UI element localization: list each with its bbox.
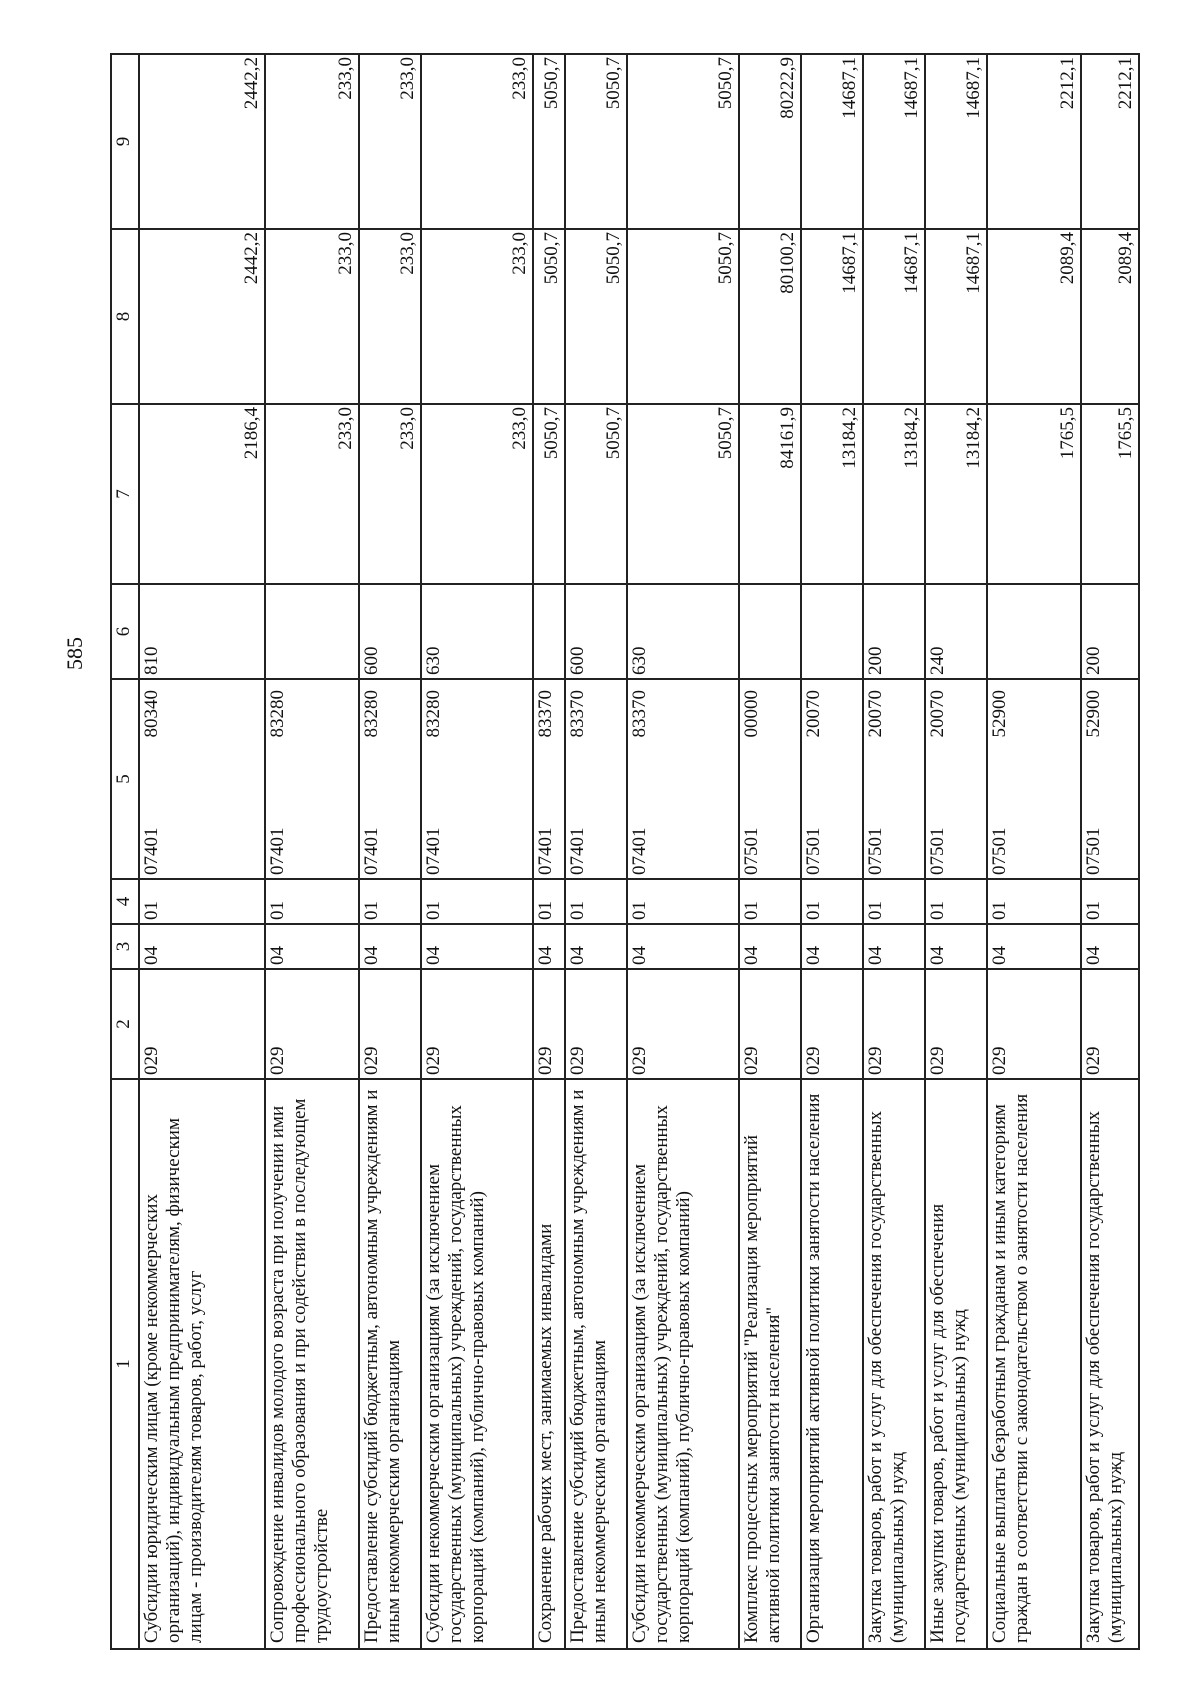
row-value-cell: 5050,7 [565, 404, 627, 584]
row-subsection-cell: 01 [533, 879, 565, 924]
target-article-code [865, 684, 887, 875]
row-value-cell: 2442,2 [139, 229, 265, 404]
program-code: 07401 [567, 827, 588, 875]
row-section-cell: 04 [1081, 924, 1139, 969]
row-name-cell: Организация мероприятий активной политики занятости населения [801, 1079, 863, 1649]
row-target-article-cell [359, 679, 421, 879]
table-row [139, 54, 265, 1649]
target-article-code [567, 684, 589, 875]
row-section-cell: 04 [533, 924, 565, 969]
header-cell: 4 [111, 879, 139, 924]
direction-code: 20070 [927, 690, 948, 738]
row-value-cell: 233,0 [359, 229, 421, 404]
row-target-article-cell [739, 679, 801, 879]
program-code: 07401 [267, 827, 288, 875]
row-value-cell: 233,0 [265, 229, 359, 404]
row-name-cell: Сопровождение инвалидов молодого возраста при получении ими профессионального образования и при содействии в последующем трудоустройстве [265, 1079, 359, 1649]
table-row [801, 54, 863, 1649]
header-row [111, 54, 139, 1649]
direction-code: 83280 [361, 690, 382, 738]
row-value-cell: 13184,2 [925, 404, 987, 584]
header-cell: 9 [111, 54, 139, 229]
program-code: 07401 [423, 827, 444, 875]
program-code: 07401 [535, 827, 556, 875]
direction-code: 83370 [629, 690, 650, 738]
row-expense-type-cell [739, 584, 801, 679]
row-section-cell: 04 [801, 924, 863, 969]
row-value-cell: 5050,7 [627, 54, 739, 229]
row-expense-type-cell: 200 [863, 584, 925, 679]
row-expense-type-cell: 200 [1081, 584, 1139, 679]
row-value-cell: 233,0 [359, 54, 421, 229]
target-article-code [141, 684, 163, 875]
row-value-cell: 2186,4 [139, 404, 265, 584]
row-value-cell: 233,0 [265, 54, 359, 229]
row-value-cell: 13184,2 [801, 404, 863, 584]
program-code: 07501 [989, 827, 1010, 875]
target-article-code [803, 684, 825, 875]
row-value-cell: 14687,1 [863, 54, 925, 229]
row-subsection-cell: 01 [359, 879, 421, 924]
row-value-cell: 5050,7 [565, 229, 627, 404]
row-expense-type-cell: 630 [627, 584, 739, 679]
program-code: 07501 [803, 827, 824, 875]
row-section-cell: 04 [863, 924, 925, 969]
direction-code: 83370 [567, 690, 588, 738]
rotated-sheet [62, 55, 1136, 1650]
row-value-cell: 233,0 [421, 404, 533, 584]
row-value-cell: 14687,1 [863, 229, 925, 404]
program-code: 07501 [865, 827, 886, 875]
row-subsection-cell: 01 [801, 879, 863, 924]
row-target-article-cell [565, 679, 627, 879]
row-code-cell: 029 [801, 969, 863, 1079]
program-code: 07501 [927, 827, 948, 875]
table-row [739, 54, 801, 1649]
row-value-cell: 5050,7 [627, 229, 739, 404]
program-code: 07401 [629, 827, 650, 875]
header-cell: 8 [111, 229, 139, 404]
row-section-cell: 04 [739, 924, 801, 969]
row-name-cell: Закупка товаров, работ и услуг для обеспечения государственных (муниципальных) нужд [1081, 1079, 1139, 1649]
direction-code: 00000 [741, 690, 762, 738]
row-section-cell: 04 [925, 924, 987, 969]
row-subsection-cell: 01 [139, 879, 265, 924]
row-target-article-cell [801, 679, 863, 879]
row-expense-type-cell [533, 584, 565, 679]
row-target-article-cell [627, 679, 739, 879]
row-value-cell: 5050,7 [533, 229, 565, 404]
row-subsection-cell: 01 [863, 879, 925, 924]
row-subsection-cell: 01 [627, 879, 739, 924]
row-section-cell: 04 [421, 924, 533, 969]
program-code: 07501 [1083, 827, 1104, 875]
row-value-cell: 2212,1 [987, 54, 1081, 229]
row-value-cell: 14687,1 [925, 229, 987, 404]
row-target-article-cell [987, 679, 1081, 879]
row-value-cell: 84161,9 [739, 404, 801, 584]
header-cell: 5 [111, 679, 139, 879]
row-target-article-cell [265, 679, 359, 879]
row-expense-type-cell [987, 584, 1081, 679]
row-code-cell: 029 [925, 969, 987, 1079]
row-value-cell: 2212,1 [1081, 54, 1139, 229]
row-subsection-cell: 01 [1081, 879, 1139, 924]
program-code: 07401 [361, 827, 382, 875]
row-value-cell: 14687,1 [925, 54, 987, 229]
budget-table [110, 53, 1140, 1650]
row-expense-type-cell: 600 [565, 584, 627, 679]
target-article-code [423, 684, 445, 875]
row-code-cell: 029 [421, 969, 533, 1079]
row-code-cell: 029 [1081, 969, 1139, 1079]
row-value-cell: 5050,7 [565, 54, 627, 229]
row-target-article-cell [139, 679, 265, 879]
direction-code: 20070 [803, 690, 824, 738]
row-expense-type-cell: 810 [139, 584, 265, 679]
row-value-cell: 5050,7 [533, 404, 565, 584]
row-code-cell: 029 [739, 969, 801, 1079]
direction-code: 52900 [989, 690, 1010, 738]
row-value-cell: 5050,7 [533, 54, 565, 229]
row-section-cell: 04 [627, 924, 739, 969]
row-subsection-cell: 01 [925, 879, 987, 924]
table-row [1081, 54, 1139, 1649]
document-page [62, 55, 1136, 1650]
row-expense-type-cell: 600 [359, 584, 421, 679]
row-code-cell: 029 [627, 969, 739, 1079]
direction-code: 52900 [1083, 690, 1104, 738]
row-target-article-cell [421, 679, 533, 879]
row-expense-type-cell [265, 584, 359, 679]
row-name-cell: Субсидии некоммерческим организациям (за исключением государственных (муниципальных) учреждений, государственных корпораций (компаний), публично-правовых компаний) [421, 1079, 533, 1649]
target-article-code [629, 684, 651, 875]
row-value-cell: 2089,4 [987, 229, 1081, 404]
row-value-cell: 233,0 [265, 404, 359, 584]
target-article-code [741, 684, 763, 875]
row-target-article-cell [533, 679, 565, 879]
header-cell: 3 [111, 924, 139, 969]
row-value-cell: 1765,5 [987, 404, 1081, 584]
target-article-code [267, 684, 289, 875]
table-row [421, 54, 533, 1649]
row-value-cell: 233,0 [421, 54, 533, 229]
row-value-cell: 14687,1 [801, 54, 863, 229]
direction-code: 83280 [423, 690, 444, 738]
target-article-code [1083, 684, 1105, 875]
row-name-cell: Иные закупки товаров, работ и услуг для обеспечения государственных (муниципальных) нужд [925, 1079, 987, 1649]
row-name-cell: Субсидии некоммерческим организациям (за исключением государственных (муниципальных) учреждений, государственных корпораций (компаний), публично-правовых компаний) [627, 1079, 739, 1649]
row-name-cell: Предоставление субсидий бюджетным, автономным учреждениям и иным некоммерческим организациям [565, 1079, 627, 1649]
table-row [533, 54, 565, 1649]
row-code-cell: 029 [565, 969, 627, 1079]
table-row [265, 54, 359, 1649]
header-cell: 2 [111, 969, 139, 1079]
row-value-cell: 80222,9 [739, 54, 801, 229]
row-code-cell: 029 [359, 969, 421, 1079]
program-code: 07501 [741, 827, 762, 875]
row-target-article-cell [863, 679, 925, 879]
header-cell: 6 [111, 584, 139, 679]
row-target-article-cell [1081, 679, 1139, 879]
row-code-cell: 029 [863, 969, 925, 1079]
header-cell: 7 [111, 404, 139, 584]
direction-code: 20070 [865, 690, 886, 738]
table-row [863, 54, 925, 1649]
row-value-cell: 1765,5 [1081, 404, 1139, 584]
target-article-code [927, 684, 949, 875]
row-section-cell: 04 [359, 924, 421, 969]
row-name-cell: Сохранение рабочих мест, занимаемых инвалидами [533, 1079, 565, 1649]
row-value-cell: 13184,2 [863, 404, 925, 584]
row-name-cell: Социальные выплаты безработным гражданам и иным категориям граждан в соответствии с законодательством о занятости населения [987, 1079, 1081, 1649]
row-section-cell: 04 [265, 924, 359, 969]
row-code-cell: 029 [987, 969, 1081, 1079]
row-value-cell: 80100,2 [739, 229, 801, 404]
table-row [565, 54, 627, 1649]
table-row [987, 54, 1081, 1649]
header-cell: 1 [111, 1079, 139, 1649]
row-target-article-cell [925, 679, 987, 879]
row-value-cell: 5050,7 [627, 404, 739, 584]
table-body [139, 54, 1139, 1649]
row-code-cell: 029 [533, 969, 565, 1079]
row-subsection-cell: 01 [565, 879, 627, 924]
row-name-cell: Закупка товаров, работ и услуг для обеспечения государственных (муниципальных) нужд [863, 1079, 925, 1649]
target-article-code [361, 684, 383, 875]
row-code-cell: 029 [265, 969, 359, 1079]
row-code-cell: 029 [139, 969, 265, 1079]
direction-code: 83280 [267, 690, 288, 738]
direction-code: 80340 [141, 690, 162, 738]
direction-code: 83370 [535, 690, 556, 738]
row-subsection-cell: 01 [265, 879, 359, 924]
row-name-cell: Комплекс процессных мероприятий "Реализация мероприятий активной политики занятости населения" [739, 1079, 801, 1649]
row-expense-type-cell: 630 [421, 584, 533, 679]
row-name-cell: Субсидии юридическим лицам (кроме некоммерческих организаций), индивидуальным предпринимателям, физическим лицам - производителям товаров, работ, услуг [139, 1079, 265, 1649]
row-value-cell: 2089,4 [1081, 229, 1139, 404]
row-section-cell: 04 [565, 924, 627, 969]
row-subsection-cell: 01 [421, 879, 533, 924]
row-value-cell: 233,0 [421, 229, 533, 404]
row-value-cell: 2442,2 [139, 54, 265, 229]
page-number: 585 [62, 637, 87, 670]
target-article-code [989, 684, 1011, 875]
program-code: 07401 [141, 827, 162, 875]
row-section-cell: 04 [987, 924, 1081, 969]
row-subsection-cell: 01 [739, 879, 801, 924]
row-expense-type-cell [801, 584, 863, 679]
table-row [359, 54, 421, 1649]
row-subsection-cell: 01 [987, 879, 1081, 924]
target-article-code [535, 684, 557, 875]
row-value-cell: 14687,1 [801, 229, 863, 404]
row-name-cell: Предоставление субсидий бюджетным, автономным учреждениям и иным некоммерческим организациям [359, 1079, 421, 1649]
row-expense-type-cell: 240 [925, 584, 987, 679]
row-value-cell: 233,0 [359, 404, 421, 584]
table-row [925, 54, 987, 1649]
row-section-cell: 04 [139, 924, 265, 969]
table-row [627, 54, 739, 1649]
